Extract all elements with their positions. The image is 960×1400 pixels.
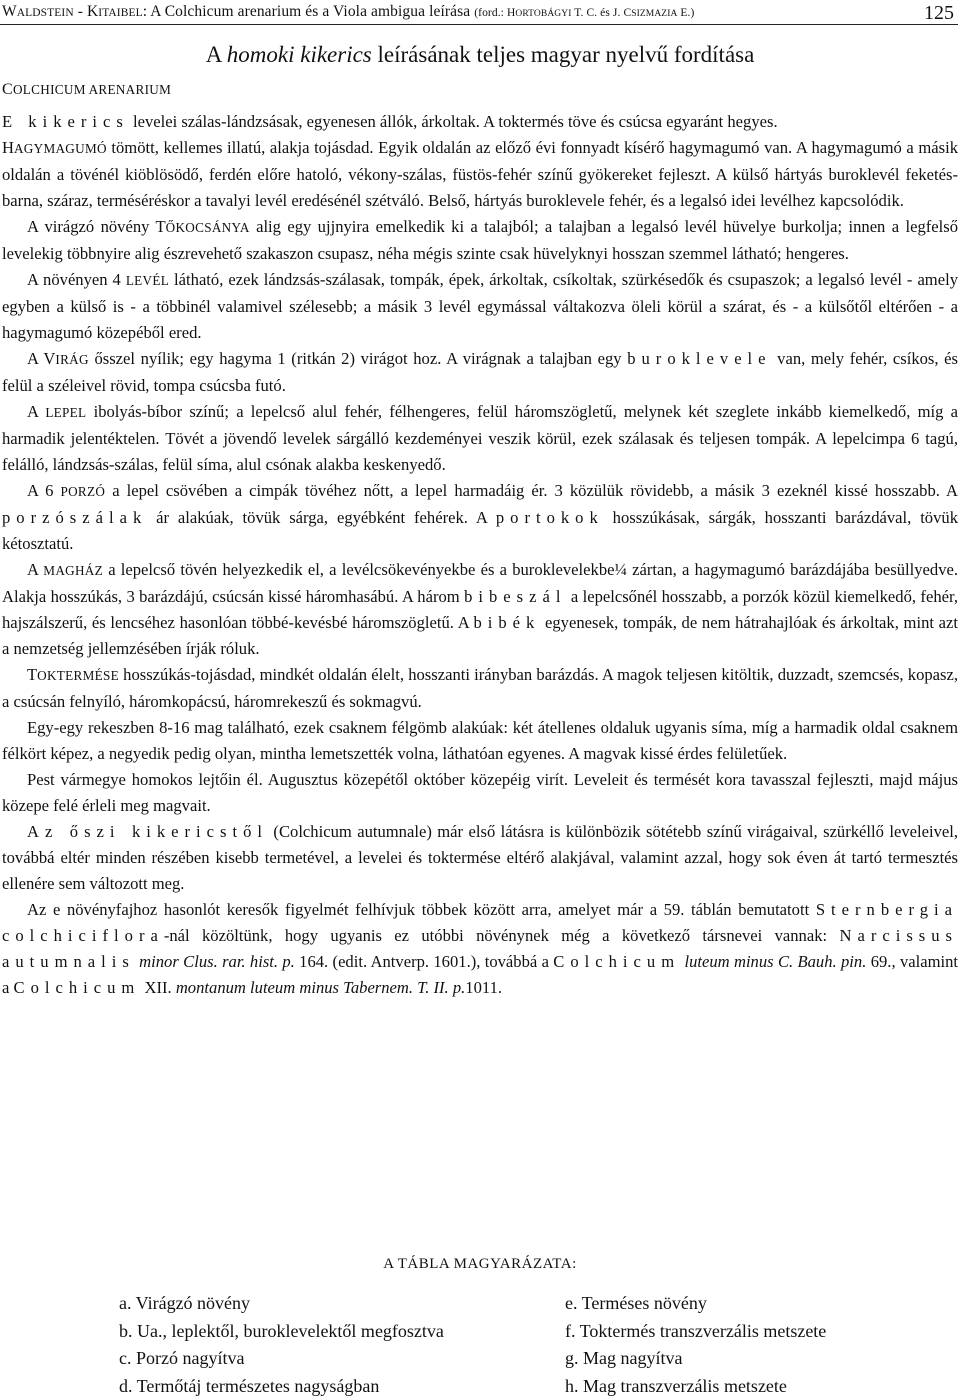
- text: A: [27, 349, 43, 368]
- text: látható, ezek lándzsás-szálasak, tompák, épek, árkoltak, csíkoltak, szürkésedők és csupaszok; a legalsó levél - amely egyben a külső is - a többinél valamivel szélesebb; a másik 3 levél egymással váltakozva öleli körül a szárat, és - a külsőtől eltérően - a hagymagumó közepéből ered.: [2, 270, 958, 342]
- spaced-term: Colchicum: [14, 978, 141, 997]
- header-translators: T. C. és J. C: [571, 7, 631, 19]
- paragraph: [2, 478, 958, 557]
- smallcaps-term: LEPEL: [45, 405, 86, 420]
- header-citation: [2, 3, 694, 21]
- header-translators-sc: ORTOBÁGYI: [515, 9, 571, 19]
- paragraph: [2, 267, 958, 346]
- header-translators-sc: SIZMAZIA: [631, 9, 677, 19]
- legend-item: g. Mag nagyítva: [565, 1345, 826, 1373]
- legend-item: c. Porzó nagyítva: [119, 1345, 444, 1373]
- text: XII.: [140, 978, 175, 997]
- text: hosszúkásak, sárgák, hosszanti barázdával, tövük kétosztatú.: [2, 508, 958, 553]
- species-heading: [2, 81, 171, 99]
- legend-left-column: [119, 1290, 444, 1400]
- legend-item: a. Virágzó növény: [119, 1290, 444, 1318]
- title-italic: homoki kikerics: [227, 42, 372, 67]
- paragraph: [2, 346, 958, 399]
- text: 69., valamint a: [2, 952, 958, 997]
- text: A növényen 4: [27, 270, 126, 289]
- text: a lepel csövében a cimpák tövéhez nőtt, a lepel harmadáig ér. 3 közülük rövidebb, a másik 3 ezeknél kissé hosszabb. A: [105, 481, 958, 500]
- header-smallcaps: ALDSTEIN: [17, 7, 74, 19]
- text: hosszúkás-tojásdad, mindkét oldalán élelt, hosszanti irányban barázdás. A magok teljesen kitöltik, duzzadt, szemcsés, kopasz, a csúcsán felnyíló, háromkopácsú, háromrekeszű és sokmagvú.: [2, 665, 958, 711]
- legend-right-column: [565, 1290, 826, 1400]
- legend-item: b. Ua., leplektől, buroklevelektől megfosztva: [119, 1318, 444, 1346]
- smallcaps-term: PORZÓ: [60, 484, 105, 499]
- plate-explanation-title: A TÁBLA MAGYARÁZATA:: [0, 1256, 960, 1273]
- text: 1011.: [465, 978, 502, 997]
- smallcaps-term: ŐKOCSÁNYA: [166, 220, 250, 235]
- header-translators: E.): [677, 7, 694, 19]
- text: T: [27, 665, 37, 684]
- spaced-term: Sternbergia colchiciflora: [2, 900, 958, 945]
- text: (Colchicum autumnale) már első látásra is különbözik sötétebb színű virágaival, szürkéllő leveleivel, továbbá eltér minden részében kisebb termetével, a levelei és toktermése eltérő alakjával, valamint azzal, hogy sok éven át tartó termesztés ellenére sem változott meg.: [2, 822, 958, 893]
- paragraph: [2, 662, 958, 715]
- smallcaps-term: LEVÉL: [126, 273, 169, 288]
- header-initial: W: [2, 3, 17, 20]
- legend-item: d. Termőtáj természetes nagyságban: [119, 1373, 444, 1400]
- article-body: [2, 109, 958, 1001]
- paragraph: [2, 557, 958, 662]
- header-text: : A Colchicum arenarium és a Viola ambigua leírása: [143, 3, 474, 20]
- text: 164. (edit. Antverp. 1601.), továbbá a: [295, 952, 553, 971]
- spaced-term: bibék: [473, 613, 540, 632]
- species-initial: C: [2, 81, 13, 98]
- paragraph: [2, 399, 958, 478]
- text: Az e növényfajhoz hasonlót keresők figyelmét felhívjuk többek között arra, amelyet már a 59. táblán bemutatott: [27, 900, 816, 919]
- paragraph: Pest vármegye homokos lejtőin él. Augusztus közepétől október közepéig virít. Leveleit és termését kora tavasszal fejleszti, majd május közepe felé érleli meg magvait.: [2, 767, 958, 819]
- spaced-term: E kikerics: [2, 112, 129, 131]
- text: ősszel nyílik; egy hagyma 1 (ritkán 2) virágot hoz. A virágnak a talajban egy: [89, 349, 627, 368]
- text: -nál közöltünk, hogy ugyanis ez utóbbi növénynek még a következő társnevei vannak:: [164, 926, 840, 945]
- italic-citation: luteum minus C. Bauh. pin.: [680, 952, 866, 971]
- text: A 6: [27, 481, 60, 500]
- paragraph: [2, 819, 958, 897]
- spaced-term: portokok: [496, 508, 604, 527]
- text: levelei szálas-lándzsásak, egyenesen állók, árkoltak. A toktermés töve és csúcsa egyaránt hegyes.: [129, 112, 778, 131]
- text: tömött, kellemes illatú, alakja tojásdad. Egyik oldalán az előző évi fonnyadt kísérő hagymagumó van. A hagymagumó a másik oldalán a tövénél kiöblösödő, ferdén előre hatoló, vékony-szálas, füstös-fehér színű gyökereket fejleszt. A külső hártyás buroklevél feketés-barna, száraz, terméséréskor a tavalyi levél eredésénél szétváló. Belső, hártyás buroklevele fehér, és a legalsó idei levélhez kapcsolódik.: [2, 138, 958, 210]
- legend-item: f. Toktermés transzverzális metszete: [565, 1318, 826, 1346]
- text: ár alakúak, tövük sárga, egyébként fehérek. A: [147, 508, 496, 527]
- text: alig egy ujjnyira emelkedik ki a talajból; a talajban a legalsó levél hüvelye burkolja; innen a legfelső levelekig többnyire alig észrevehető szakaszon csupasz, néha mégis szinte csak hüvelyknyi hosszan szemmel látható; hengeres.: [2, 217, 958, 263]
- italic-citation: montanum luteum minus Tabernem. T. II. p.: [176, 978, 465, 997]
- legend-item: e. Terméses növény: [565, 1290, 826, 1318]
- page-title: [0, 42, 960, 68]
- paragraph: [2, 897, 958, 1001]
- paragraph: [2, 214, 958, 267]
- spaced-term: porzószálak: [2, 508, 147, 527]
- italic-citation: minor Clus. rar. hist. p.: [135, 952, 295, 971]
- running-header: [0, 2, 960, 28]
- smallcaps-term: IRÁG: [55, 352, 88, 367]
- text: A: [27, 402, 45, 421]
- smallcaps-term: MAGHÁZ: [43, 563, 103, 578]
- text: ibolyás-bíbor színű; a lepelcső alul fehér, félhengeres, felül háromszögletű, melynek két szeglete inkább kiemelkedő, míg a harmadik jelentéktelen. Tövét a jövendő levelek sárgálló kezdeményei veszik körül, ezek szálasak és teljesen tompák. A lepelcimpa 6 tagú, felálló, lándzsás-szálas, felül síma, alul csónak alakba keskenyedő.: [2, 402, 958, 474]
- text: V: [43, 349, 55, 368]
- spaced-term: Az őszi kikericstől: [27, 822, 268, 841]
- paragraph: Egy-egy rekeszben 8-16 mag található, ezek csaknem félgömb alakúak: két átellenes oldaluk ugyanis síma, míg a harmadik oldal csaknem félkört képez, a negyedik pedig olyan, mintha lemetszették volna, láthatóan egyenes. A magvak kissé érdes felületűek.: [2, 715, 958, 767]
- title-text: leírásának teljes magyar nyelvű fordítása: [372, 42, 755, 67]
- header-smallcaps: ITAIBEL: [98, 7, 143, 19]
- text: egyenesek, tompák, de nem hátrahajlóak és árkoltak, mint azt a nemzetség jellemzésében írják róluk.: [2, 613, 958, 658]
- text: A virágzó növény: [27, 217, 156, 236]
- text: a lepelcsőnél hosszabb, a porzók közül kiemelkedő, fehér, hajszálszerű, és lencséhez hasonlóan többé-kevésbé háromszögletű. A: [2, 587, 958, 632]
- text: a lepelcső tövén helyezkedik el, a levélcsökevényekbe és a buroklevelekbe¼ zártan, a hagymagumó barázdájába besüllyedve. Alakja hosszúkás, 3 barázdájú, csúcsán kissé háromhasábú. A három: [2, 560, 958, 606]
- text: A: [27, 560, 43, 579]
- text: van, mely fehér, csíkos, és felül a széleivel rövid, tompa csúcsba futó.: [2, 349, 958, 395]
- smallcaps-term: AGYMAGUMÓ: [14, 141, 107, 156]
- paragraph: [2, 109, 958, 135]
- paragraph: [2, 135, 958, 214]
- text: T: [156, 217, 166, 236]
- header-text: - K: [74, 3, 99, 20]
- title-text: A: [206, 42, 227, 67]
- spaced-term: buroklevele: [627, 349, 771, 368]
- header-rule: [0, 24, 958, 25]
- spaced-term: bibeszál: [464, 587, 566, 606]
- spaced-term: Narcissus autumnalis: [2, 926, 958, 971]
- page-number: 125: [924, 2, 954, 25]
- smallcaps-term: OKTERMÉSE: [37, 668, 119, 683]
- text: H: [2, 138, 14, 157]
- header-translators: (ford.: H: [474, 7, 515, 19]
- legend-item: h. Mag transzverzális metszete: [565, 1373, 826, 1400]
- species-smallcaps: OLCHICUM ARENARIUM: [13, 82, 171, 97]
- spaced-term: Colchicum: [553, 952, 680, 971]
